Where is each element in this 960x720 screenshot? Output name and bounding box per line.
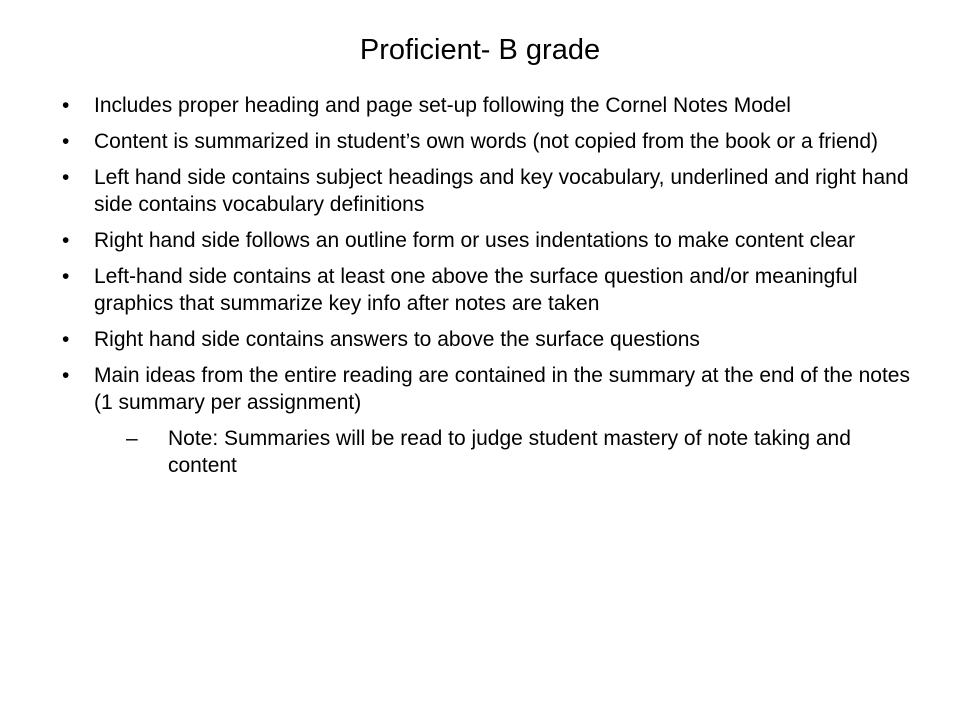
- bullet-item: • Left hand side contains subject headings and key vocabulary, underlined and right hand side contains vocabulary definitions: [62, 164, 922, 218]
- bullet-item: [62, 362, 922, 479]
- bullet-list: [62, 92, 922, 488]
- bullet-item: • Left-hand side contains at least one above the surface question and/or meaningful graphics that summarize key info after notes are taken: [62, 263, 922, 317]
- bullet-text: Main ideas from the entire reading are contained in the summary at the end of the notes (1 summary per assignment): [94, 364, 910, 414]
- bullet-item: • Includes proper heading and page set-up following the Cornel Notes Model: [62, 92, 922, 119]
- slide-title: Proficient- B grade: [359, 34, 601, 66]
- sub-bullet-list: [126, 425, 922, 479]
- bullet-item: • Right hand side follows an outline form or uses indentations to make content clear: [62, 227, 922, 254]
- sub-bullet-item: – Note: Summaries will be read to judge student mastery of note taking and content: [126, 425, 922, 479]
- bullet-item: • Content is summarized in student’s own words (not copied from the book or a friend): [62, 128, 922, 155]
- bullet-item: • Right hand side contains answers to above the surface questions: [62, 326, 922, 353]
